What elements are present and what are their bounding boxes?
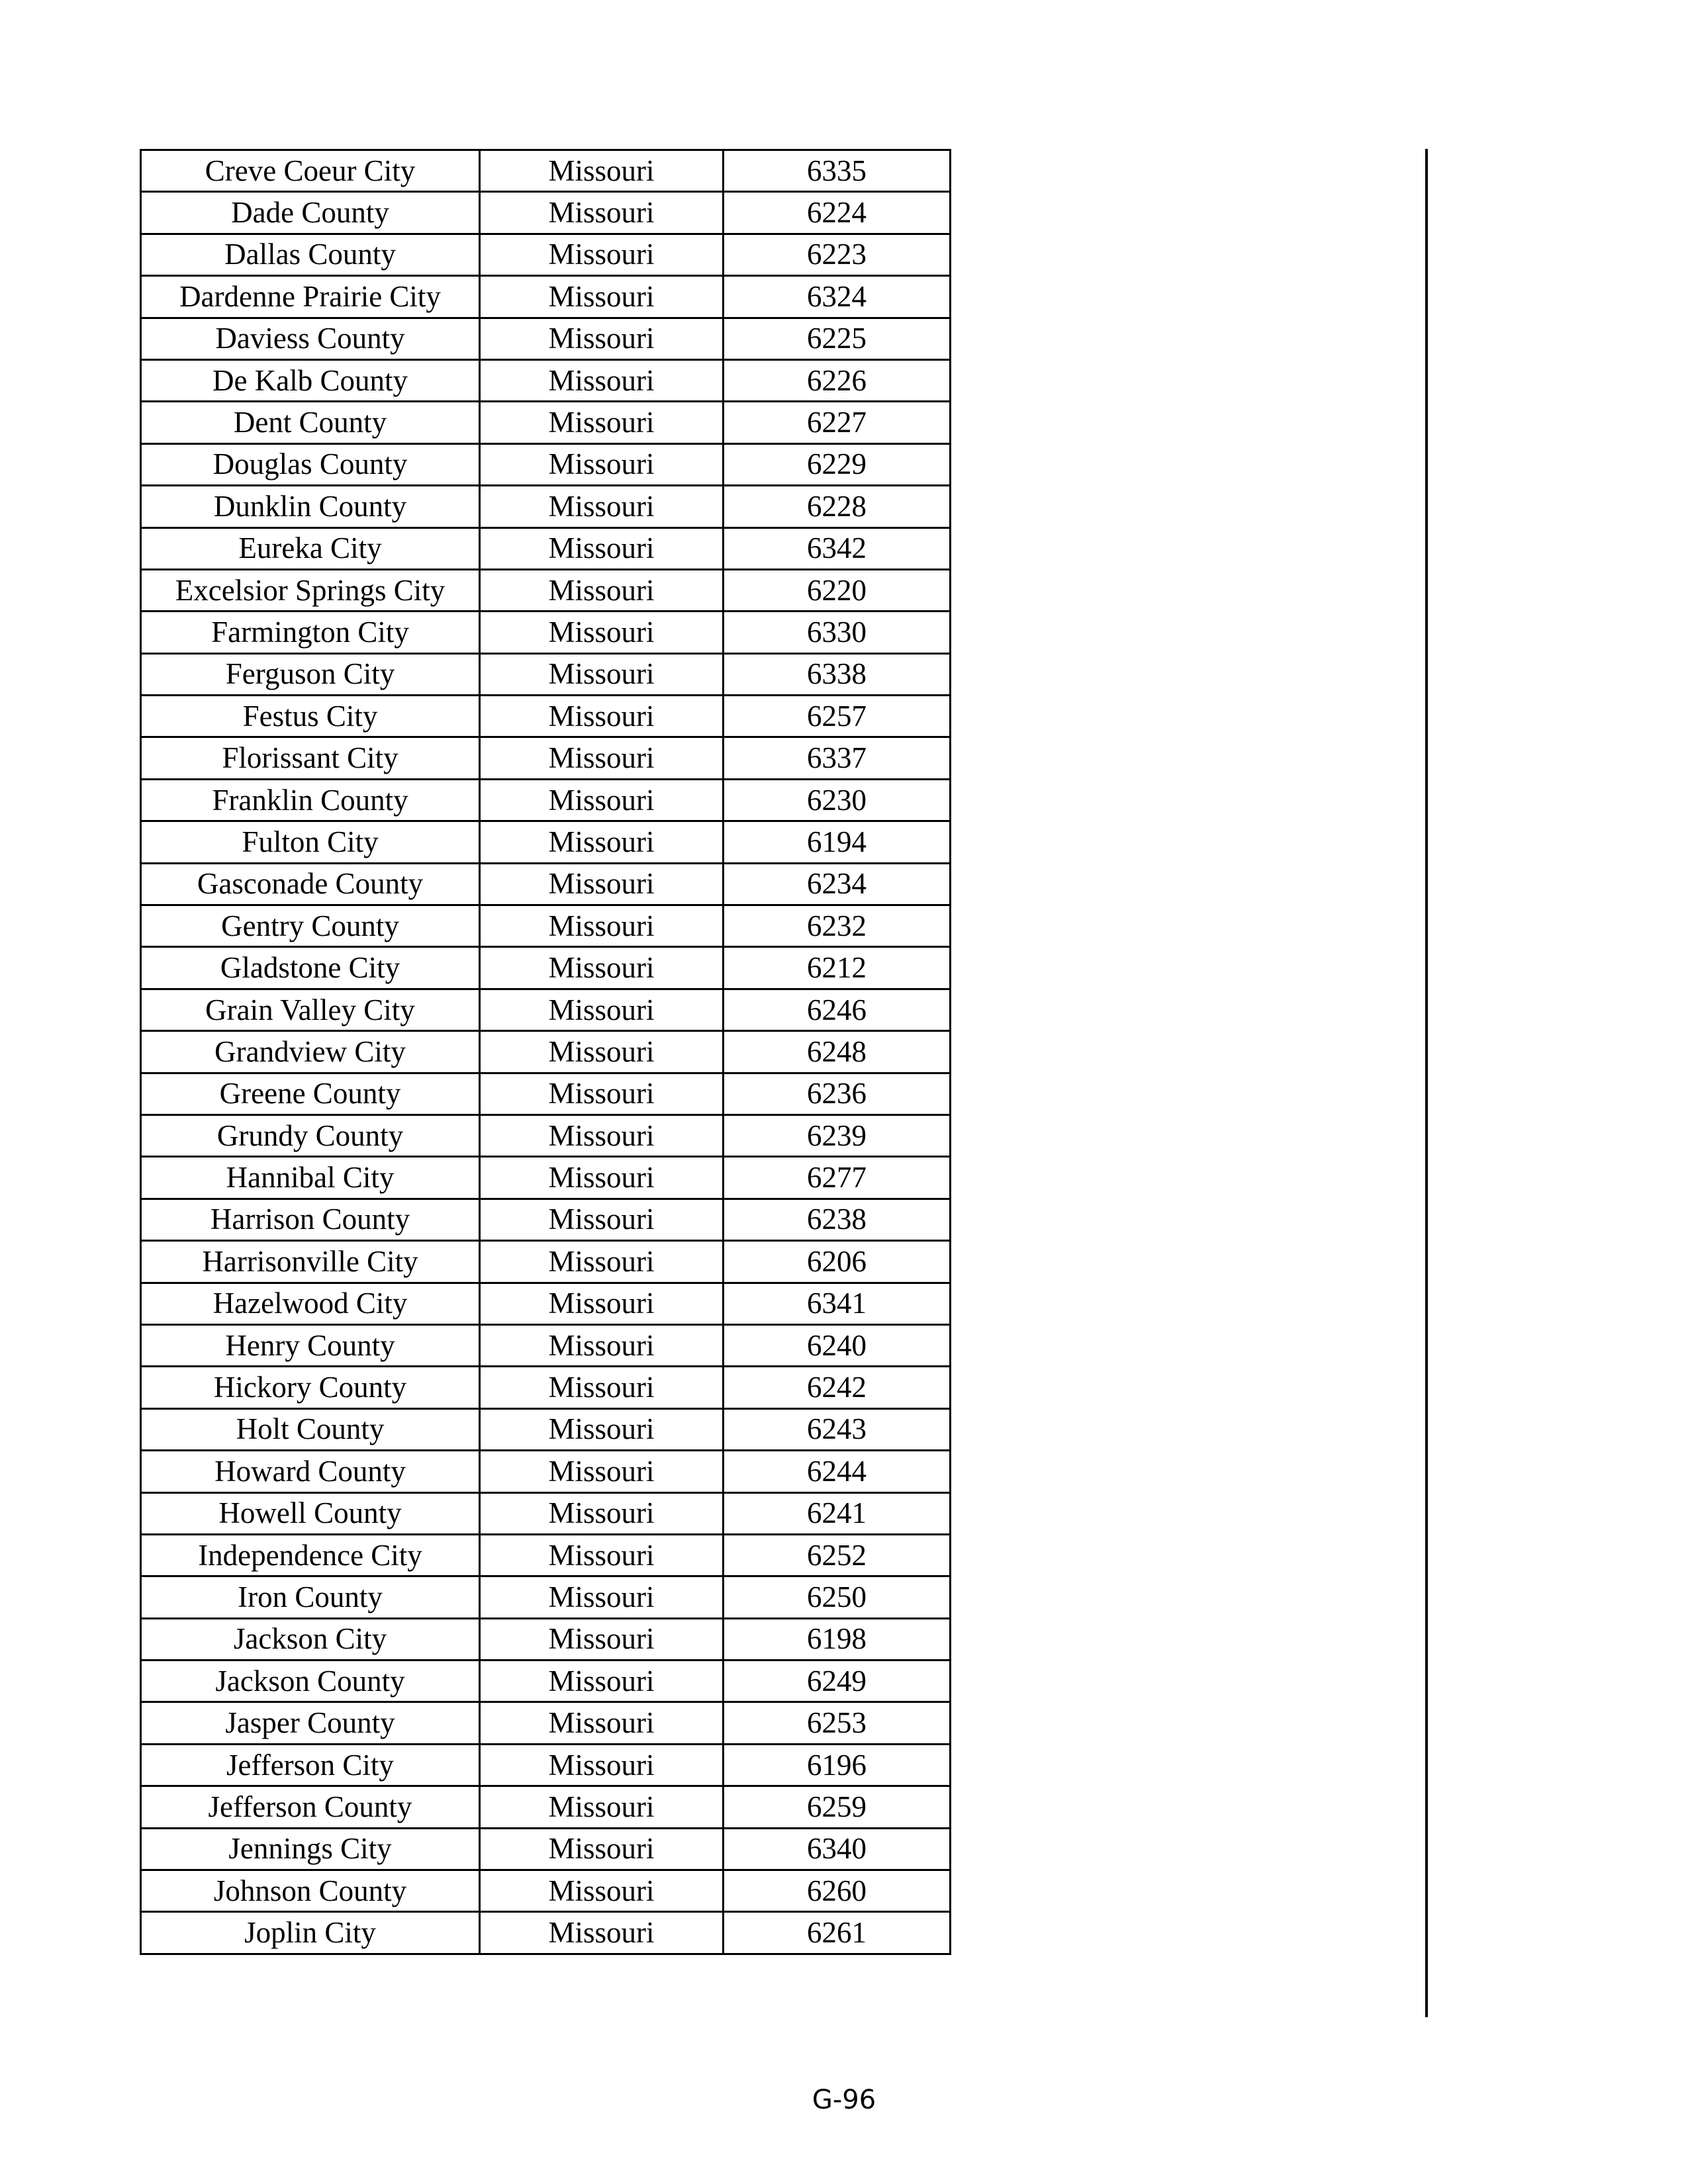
table-row xyxy=(141,443,951,485)
jurisdiction-name-cell: Douglas County xyxy=(141,443,480,485)
state-cell: Missouri xyxy=(480,402,724,443)
code-cell: 6249 xyxy=(724,1661,951,1702)
right-margin-rule xyxy=(1425,149,1428,2017)
state-cell: Missouri xyxy=(480,779,724,821)
table-row xyxy=(141,779,951,821)
table-row xyxy=(141,1618,951,1660)
jurisdiction-name-cell: Iron County xyxy=(141,1576,480,1618)
jurisdiction-name-cell: Grandview City xyxy=(141,1031,480,1073)
state-cell: Missouri xyxy=(480,1367,724,1408)
code-cell: 6277 xyxy=(724,1157,951,1199)
code-cell: 6229 xyxy=(724,443,951,485)
jurisdiction-name-cell: Eureka City xyxy=(141,527,480,569)
table-row xyxy=(141,1157,951,1199)
table-row xyxy=(141,527,951,569)
jurisdiction-name-cell: Independence City xyxy=(141,1534,480,1576)
code-cell: 6224 xyxy=(724,192,951,234)
jurisdiction-name-cell: Jennings City xyxy=(141,1828,480,1870)
code-cell: 6257 xyxy=(724,696,951,737)
jurisdiction-name-cell: Ferguson City xyxy=(141,653,480,695)
state-cell: Missouri xyxy=(480,1786,724,1828)
code-cell: 6227 xyxy=(724,402,951,443)
code-cell: 6246 xyxy=(724,989,951,1030)
state-cell: Missouri xyxy=(480,359,724,401)
table-row xyxy=(141,318,951,359)
jurisdiction-name-cell: Dent County xyxy=(141,402,480,443)
jurisdiction-name-cell: Henry County xyxy=(141,1324,480,1366)
code-cell: 6234 xyxy=(724,863,951,905)
state-cell: Missouri xyxy=(480,1912,724,1954)
jurisdiction-name-cell: Dade County xyxy=(141,192,480,234)
jurisdiction-name-cell: Grundy County xyxy=(141,1115,480,1156)
table-row xyxy=(141,1241,951,1283)
jurisdiction-name-cell: Hannibal City xyxy=(141,1157,480,1199)
code-cell: 6261 xyxy=(724,1912,951,1954)
jurisdiction-name-cell: Daviess County xyxy=(141,318,480,359)
code-cell: 6225 xyxy=(724,318,951,359)
table-row xyxy=(141,150,951,192)
state-cell: Missouri xyxy=(480,1324,724,1366)
jurisdiction-name-cell: Jasper County xyxy=(141,1702,480,1744)
code-cell: 6244 xyxy=(724,1451,951,1492)
state-cell: Missouri xyxy=(480,1199,724,1240)
state-cell: Missouri xyxy=(480,1828,724,1870)
code-cell: 6212 xyxy=(724,947,951,989)
jurisdiction-name-cell: Jefferson County xyxy=(141,1786,480,1828)
page-number: G-96 xyxy=(812,2085,876,2115)
state-cell: Missouri xyxy=(480,1576,724,1618)
table-row xyxy=(141,486,951,527)
table-row xyxy=(141,612,951,653)
state-cell: Missouri xyxy=(480,234,724,275)
table-row xyxy=(141,1031,951,1073)
jurisdiction-name-cell: Fulton City xyxy=(141,821,480,863)
table-row xyxy=(141,1367,951,1408)
state-cell: Missouri xyxy=(480,821,724,863)
jurisdiction-name-cell: Jefferson City xyxy=(141,1744,480,1786)
state-cell: Missouri xyxy=(480,905,724,947)
state-cell: Missouri xyxy=(480,318,724,359)
jurisdiction-name-cell: Creve Coeur City xyxy=(141,150,480,192)
table-row xyxy=(141,1492,951,1534)
code-cell: 6259 xyxy=(724,1786,951,1828)
state-cell: Missouri xyxy=(480,1283,724,1324)
jurisdiction-name-cell: Festus City xyxy=(141,696,480,737)
state-cell: Missouri xyxy=(480,486,724,527)
state-cell: Missouri xyxy=(480,1031,724,1073)
table-row xyxy=(141,192,951,234)
table-row xyxy=(141,1744,951,1786)
table-row xyxy=(141,1702,951,1744)
jurisdiction-name-cell: Joplin City xyxy=(141,1912,480,1954)
table-row xyxy=(141,1661,951,1702)
code-cell: 6240 xyxy=(724,1324,951,1366)
jurisdiction-name-cell: Gladstone City xyxy=(141,947,480,989)
code-cell: 6250 xyxy=(724,1576,951,1618)
jurisdiction-name-cell: Harrison County xyxy=(141,1199,480,1240)
state-cell: Missouri xyxy=(480,989,724,1030)
state-cell: Missouri xyxy=(480,737,724,779)
code-cell: 6337 xyxy=(724,737,951,779)
table-row xyxy=(141,359,951,401)
table-row xyxy=(141,989,951,1030)
state-cell: Missouri xyxy=(480,1157,724,1199)
table-row xyxy=(141,1073,951,1115)
state-cell: Missouri xyxy=(480,1451,724,1492)
jurisdiction-name-cell: Grain Valley City xyxy=(141,989,480,1030)
code-cell: 6239 xyxy=(724,1115,951,1156)
table-row xyxy=(141,947,951,989)
state-cell: Missouri xyxy=(480,1702,724,1744)
table-row xyxy=(141,569,951,611)
table-row xyxy=(141,1115,951,1156)
state-cell: Missouri xyxy=(480,1618,724,1660)
state-cell: Missouri xyxy=(480,1534,724,1576)
jurisdiction-name-cell: Dallas County xyxy=(141,234,480,275)
code-cell: 6341 xyxy=(724,1283,951,1324)
jurisdiction-name-cell: Greene County xyxy=(141,1073,480,1115)
code-cell: 6260 xyxy=(724,1870,951,1912)
code-cell: 6338 xyxy=(724,653,951,695)
code-cell: 6230 xyxy=(724,779,951,821)
state-cell: Missouri xyxy=(480,150,724,192)
state-cell: Missouri xyxy=(480,1115,724,1156)
code-cell: 6340 xyxy=(724,1828,951,1870)
code-cell: 6198 xyxy=(724,1618,951,1660)
jurisdiction-name-cell: Holt County xyxy=(141,1408,480,1450)
jurisdiction-name-cell: Farmington City xyxy=(141,612,480,653)
table-row xyxy=(141,905,951,947)
code-cell: 6242 xyxy=(724,1367,951,1408)
jurisdiction-name-cell: Hickory County xyxy=(141,1367,480,1408)
table-body xyxy=(141,150,951,1954)
state-cell: Missouri xyxy=(480,192,724,234)
table-row xyxy=(141,1786,951,1828)
code-cell: 6243 xyxy=(724,1408,951,1450)
jurisdiction-name-cell: Howard County xyxy=(141,1451,480,1492)
jurisdiction-name-cell: Gentry County xyxy=(141,905,480,947)
code-cell: 6236 xyxy=(724,1073,951,1115)
table-row xyxy=(141,1828,951,1870)
code-cell: 6253 xyxy=(724,1702,951,1744)
table-row xyxy=(141,276,951,318)
state-cell: Missouri xyxy=(480,1073,724,1115)
jurisdiction-name-cell: Jackson City xyxy=(141,1618,480,1660)
table-row xyxy=(141,1199,951,1240)
jurisdiction-name-cell: Johnson County xyxy=(141,1870,480,1912)
table-row xyxy=(141,821,951,863)
code-cell: 6220 xyxy=(724,569,951,611)
state-cell: Missouri xyxy=(480,1492,724,1534)
code-cell: 6238 xyxy=(724,1199,951,1240)
state-cell: Missouri xyxy=(480,947,724,989)
code-cell: 6232 xyxy=(724,905,951,947)
state-cell: Missouri xyxy=(480,443,724,485)
table-row xyxy=(141,1283,951,1324)
table-row xyxy=(141,1451,951,1492)
table-row xyxy=(141,653,951,695)
table-row xyxy=(141,737,951,779)
jurisdiction-name-cell: De Kalb County xyxy=(141,359,480,401)
table-row xyxy=(141,1408,951,1450)
code-cell: 6228 xyxy=(724,486,951,527)
jurisdiction-name-cell: Excelsior Springs City xyxy=(141,569,480,611)
code-cell: 6324 xyxy=(724,276,951,318)
state-cell: Missouri xyxy=(480,1870,724,1912)
jurisdiction-name-cell: Hazelwood City xyxy=(141,1283,480,1324)
code-cell: 6248 xyxy=(724,1031,951,1073)
code-cell: 6342 xyxy=(724,527,951,569)
state-cell: Missouri xyxy=(480,569,724,611)
jurisdiction-name-cell: Gasconade County xyxy=(141,863,480,905)
table-row xyxy=(141,1870,951,1912)
table-row xyxy=(141,863,951,905)
jurisdiction-name-cell: Franklin County xyxy=(141,779,480,821)
state-cell: Missouri xyxy=(480,527,724,569)
table-row xyxy=(141,402,951,443)
jurisdiction-name-cell: Dardenne Prairie City xyxy=(141,276,480,318)
table-row xyxy=(141,1576,951,1618)
table-row xyxy=(141,234,951,275)
state-cell: Missouri xyxy=(480,612,724,653)
jurisdiction-name-cell: Dunklin County xyxy=(141,486,480,527)
jurisdiction-table xyxy=(140,149,951,1955)
state-cell: Missouri xyxy=(480,863,724,905)
code-cell: 6241 xyxy=(724,1492,951,1534)
code-cell: 6194 xyxy=(724,821,951,863)
state-cell: Missouri xyxy=(480,696,724,737)
code-cell: 6252 xyxy=(724,1534,951,1576)
jurisdiction-name-cell: Florissant City xyxy=(141,737,480,779)
code-cell: 6196 xyxy=(724,1744,951,1786)
table-row xyxy=(141,1324,951,1366)
jurisdiction-name-cell: Howell County xyxy=(141,1492,480,1534)
code-cell: 6335 xyxy=(724,150,951,192)
code-cell: 6226 xyxy=(724,359,951,401)
table-row xyxy=(141,1534,951,1576)
state-cell: Missouri xyxy=(480,1241,724,1283)
state-cell: Missouri xyxy=(480,653,724,695)
state-cell: Missouri xyxy=(480,1744,724,1786)
state-cell: Missouri xyxy=(480,276,724,318)
jurisdiction-name-cell: Jackson County xyxy=(141,1661,480,1702)
state-cell: Missouri xyxy=(480,1408,724,1450)
jurisdiction-name-cell: Harrisonville City xyxy=(141,1241,480,1283)
code-cell: 6206 xyxy=(724,1241,951,1283)
table-row xyxy=(141,696,951,737)
table-row xyxy=(141,1912,951,1954)
code-cell: 6330 xyxy=(724,612,951,653)
state-cell: Missouri xyxy=(480,1661,724,1702)
code-cell: 6223 xyxy=(724,234,951,275)
